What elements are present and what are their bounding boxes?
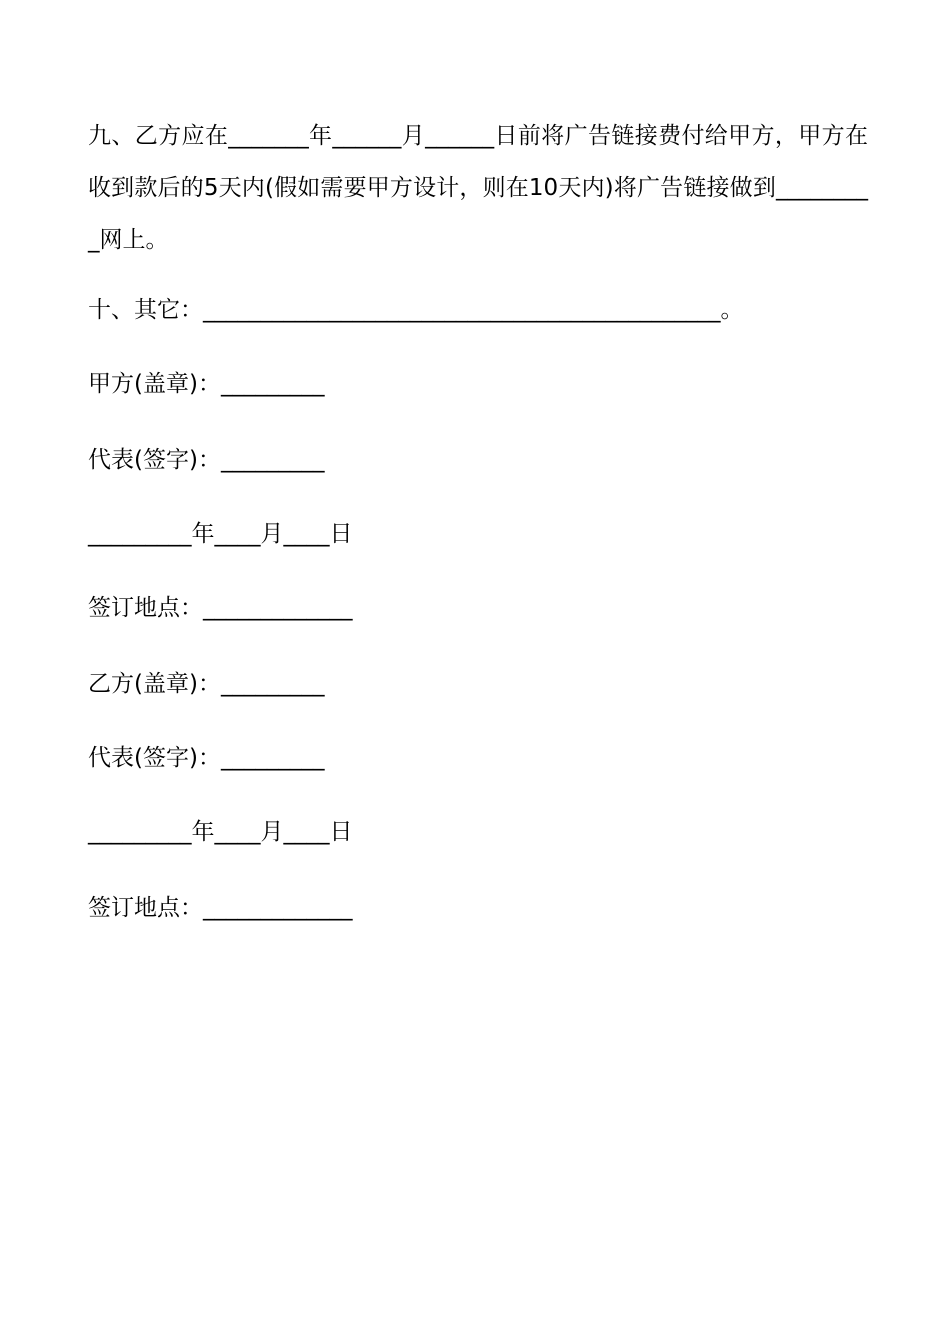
party-b-location-line: 签订地点：_____________ [88, 895, 353, 921]
clause-ten: 十、其它：_____________________________________________。 [88, 297, 744, 323]
party-a-location-line: 签订地点：_____________ [88, 595, 353, 621]
party-b-date-line: _________年____月____日 [88, 819, 353, 845]
party-b-seal-line: 乙方(盖章)：_________ [88, 671, 325, 697]
party-a-seal-line: 甲方(盖章)：_________ [88, 371, 325, 397]
party-a-date-line: _________年____月____日 [88, 521, 353, 547]
party-b-representative-line: 代表(签字)：_________ [88, 745, 325, 771]
party-a-representative-line: 代表(签字)：_________ [88, 447, 325, 473]
clause-nine: 九、乙方应在_______年______月______日前将广告链接费付给甲方，甲方在收到款后的5天内(假如需要甲方设计，则在10天内)将广告链接做到_________网上。 [88, 123, 868, 253]
